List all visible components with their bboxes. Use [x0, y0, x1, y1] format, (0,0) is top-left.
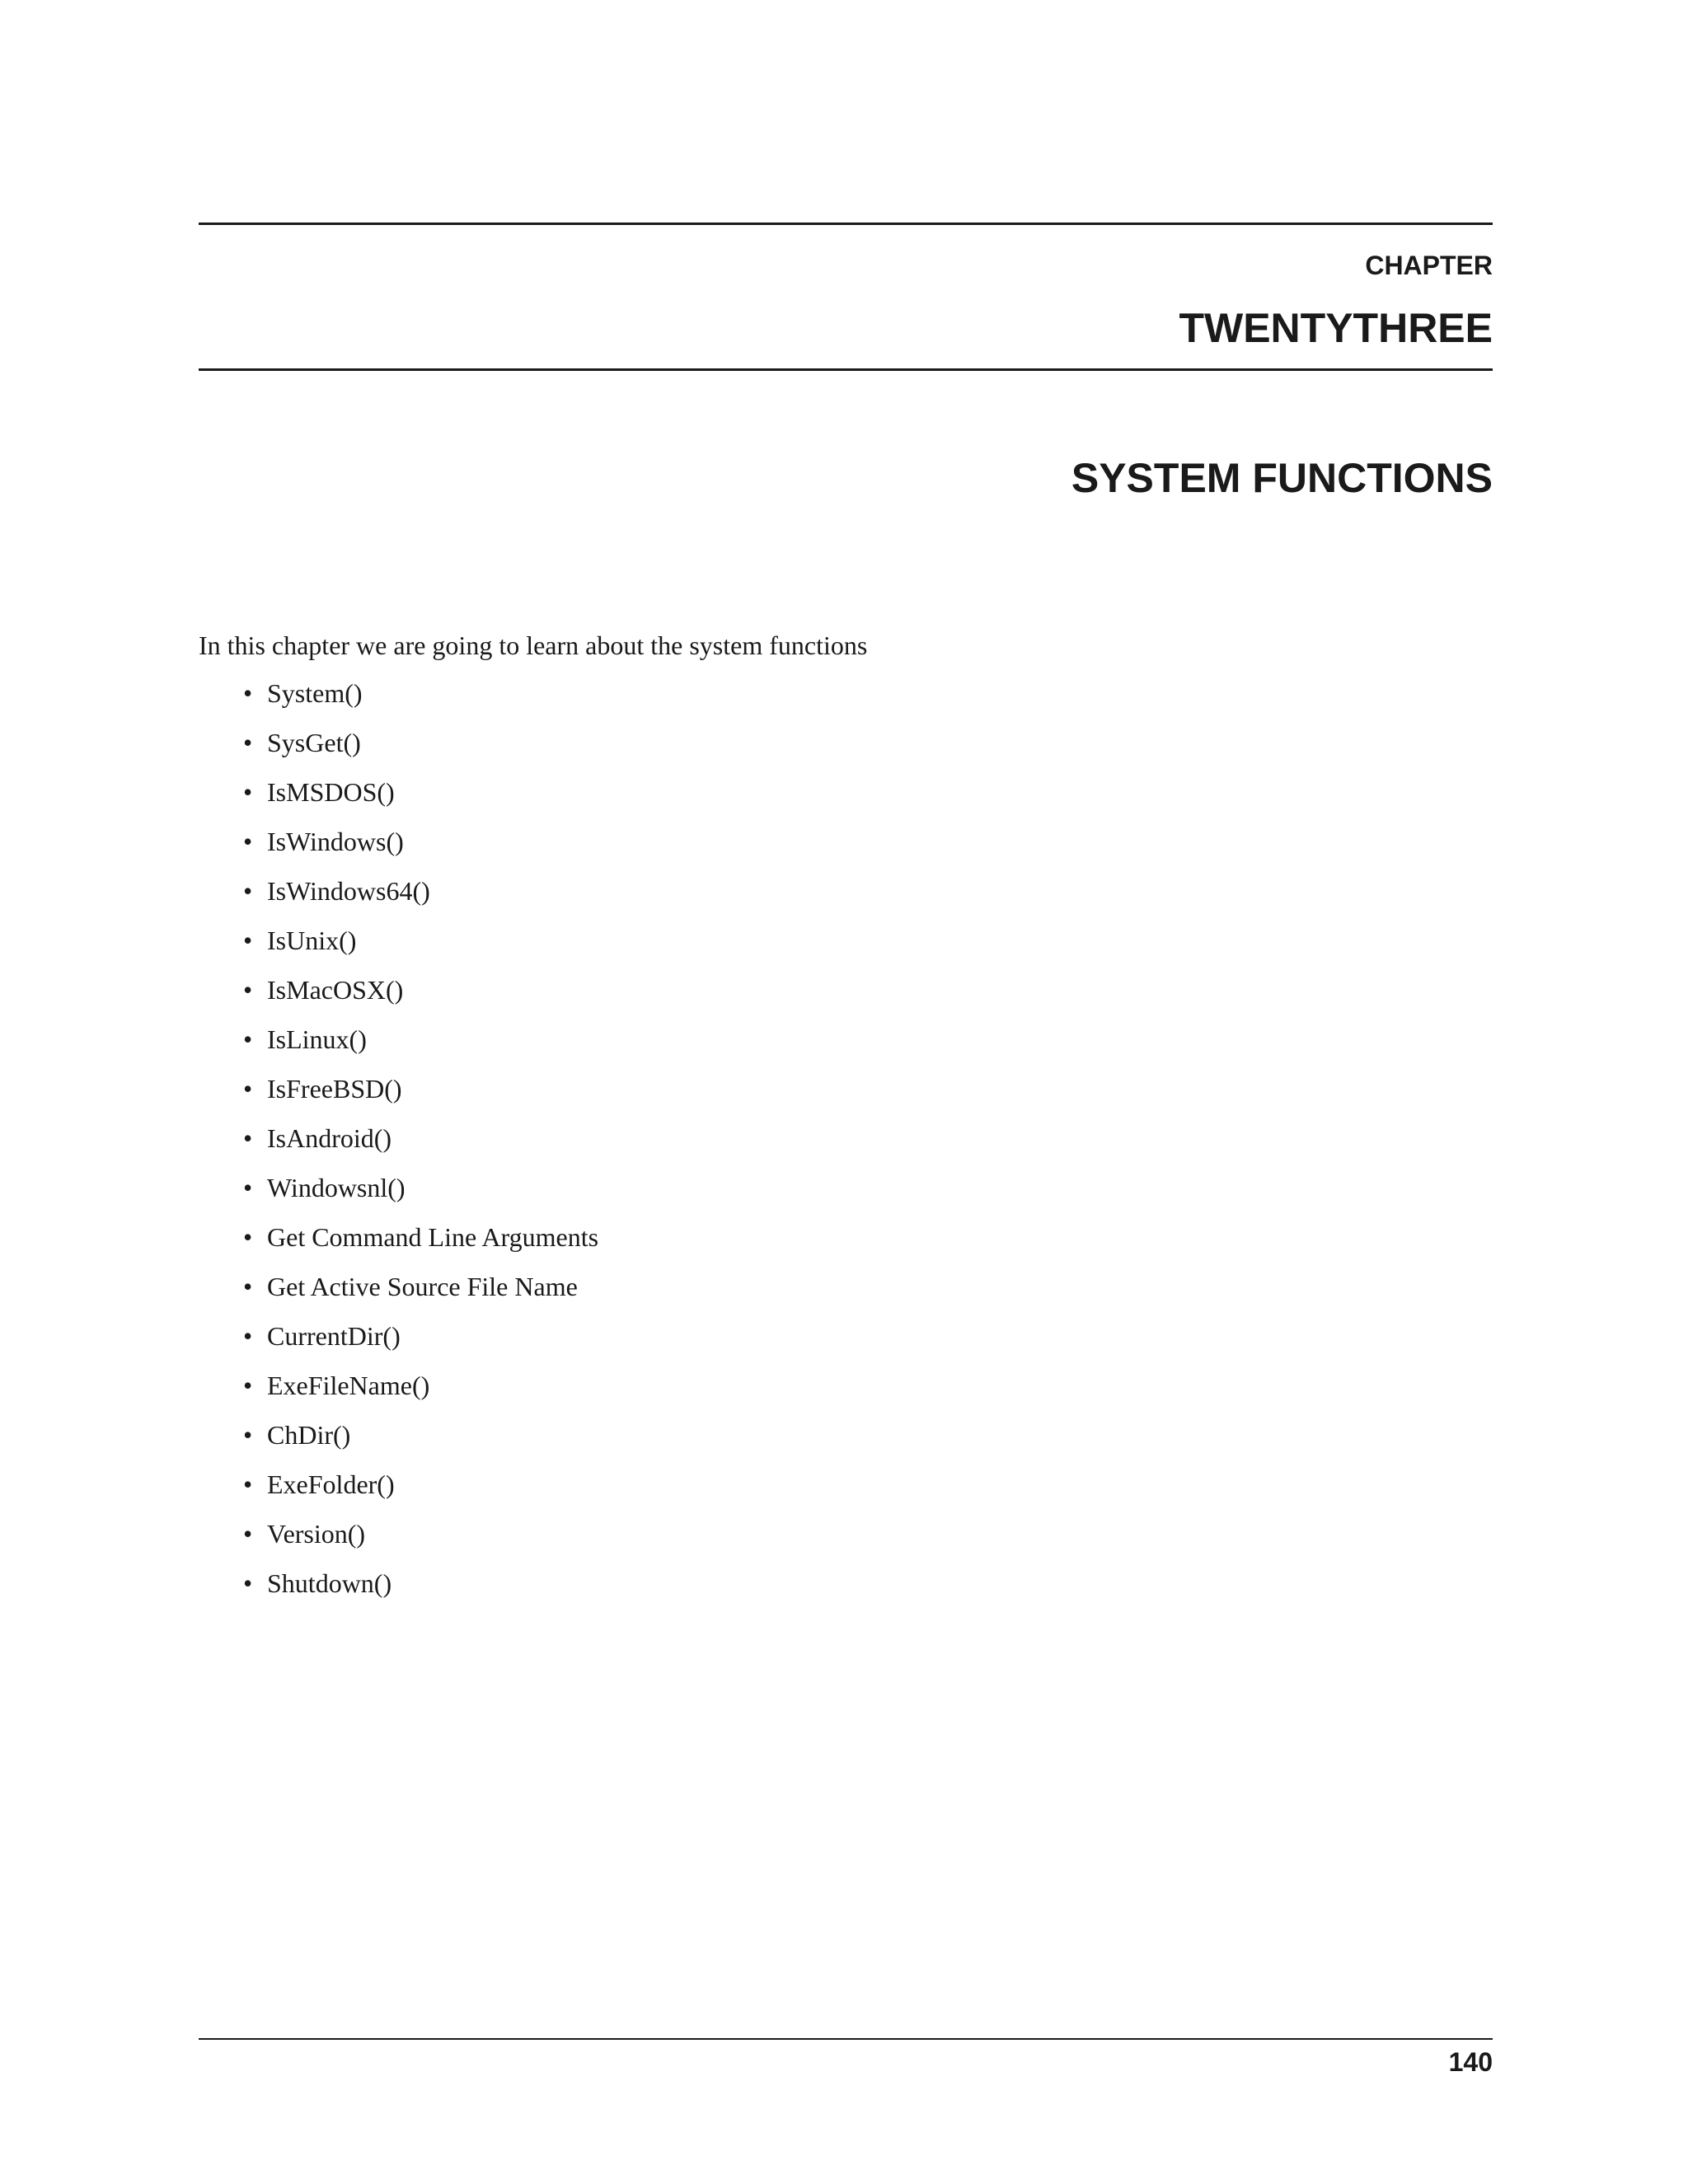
- header-bottom-rule: [199, 368, 1493, 371]
- list-item-label: ChDir(): [267, 1420, 351, 1450]
- list-item-label: Windowsnl(): [267, 1173, 406, 1202]
- bullet-icon: •: [243, 777, 253, 807]
- list-item: [0, 776, 598, 825]
- chapter-number: TWENTYTHREE: [1179, 305, 1493, 351]
- list-item-label: IsUnix(): [267, 926, 357, 955]
- chapter-title: SYSTEM FUNCTIONS: [1071, 455, 1493, 501]
- bullet-icon: •: [243, 827, 253, 856]
- bullet-icon: •: [243, 1321, 253, 1351]
- bullet-icon: •: [243, 1222, 253, 1252]
- bullet-icon: •: [243, 1173, 253, 1202]
- bullet-icon: •: [243, 1123, 253, 1153]
- bullet-icon: •: [243, 1272, 253, 1301]
- list-item-label: IsMacOSX(): [267, 975, 404, 1005]
- list-item-label: IsLinux(): [267, 1024, 367, 1054]
- list-item: [0, 1023, 598, 1072]
- list-item-label: Version(): [267, 1519, 366, 1549]
- list-item-label: Shutdown(): [267, 1568, 392, 1598]
- chapter-label: CHAPTER: [1365, 251, 1493, 280]
- list-item: [0, 825, 598, 874]
- list-item: [0, 1221, 598, 1270]
- list-item: [0, 1517, 598, 1567]
- intro-paragraph: In this chapter we are going to learn about the system functions: [199, 630, 868, 660]
- list-item-label: IsFreeBSD(): [267, 1074, 402, 1104]
- bullet-icon: •: [243, 975, 253, 1005]
- list-item: [0, 874, 598, 924]
- list-item: [0, 677, 598, 726]
- list-item-label: IsWindows64(): [267, 876, 430, 906]
- list-item: [0, 1072, 598, 1122]
- list-item: [0, 1369, 598, 1418]
- list-item: [0, 924, 598, 973]
- header-top-rule: [199, 223, 1493, 225]
- list-item-label: IsWindows(): [267, 827, 404, 856]
- bullet-icon: •: [243, 1568, 253, 1598]
- list-item-label: IsAndroid(): [267, 1123, 392, 1153]
- list-item-label: CurrentDir(): [267, 1321, 401, 1351]
- bullet-icon: •: [243, 678, 253, 708]
- list-item: [0, 1319, 598, 1369]
- bullet-icon: •: [243, 1371, 253, 1400]
- footer-rule: [199, 2038, 1493, 2040]
- bullet-icon: •: [243, 876, 253, 906]
- bullet-icon: •: [243, 1420, 253, 1450]
- list-item: [0, 973, 598, 1023]
- list-item-label: Get Active Source File Name: [267, 1272, 578, 1301]
- bullet-icon: •: [243, 1074, 253, 1104]
- list-item: [0, 1171, 598, 1221]
- list-item: [0, 1567, 598, 1616]
- list-item-label: ExeFolder(): [267, 1469, 395, 1499]
- function-list: [0, 677, 598, 1616]
- bullet-icon: •: [243, 1469, 253, 1499]
- list-item: [0, 1270, 598, 1319]
- list-item-label: Get Command Line Arguments: [267, 1222, 599, 1252]
- list-item-label: IsMSDOS(): [267, 777, 395, 807]
- bullet-icon: •: [243, 1024, 253, 1054]
- list-item-label: ExeFileName(): [267, 1371, 430, 1400]
- page-number: 140: [1448, 2047, 1493, 2077]
- list-item: [0, 726, 598, 776]
- list-item-label: SysGet(): [267, 728, 361, 757]
- list-item: [0, 1122, 598, 1171]
- list-item: [0, 1468, 598, 1517]
- list-item-label: System(): [267, 678, 363, 708]
- bullet-icon: •: [243, 1519, 253, 1549]
- bullet-icon: •: [243, 926, 253, 955]
- bullet-icon: •: [243, 728, 253, 757]
- list-item: [0, 1418, 598, 1468]
